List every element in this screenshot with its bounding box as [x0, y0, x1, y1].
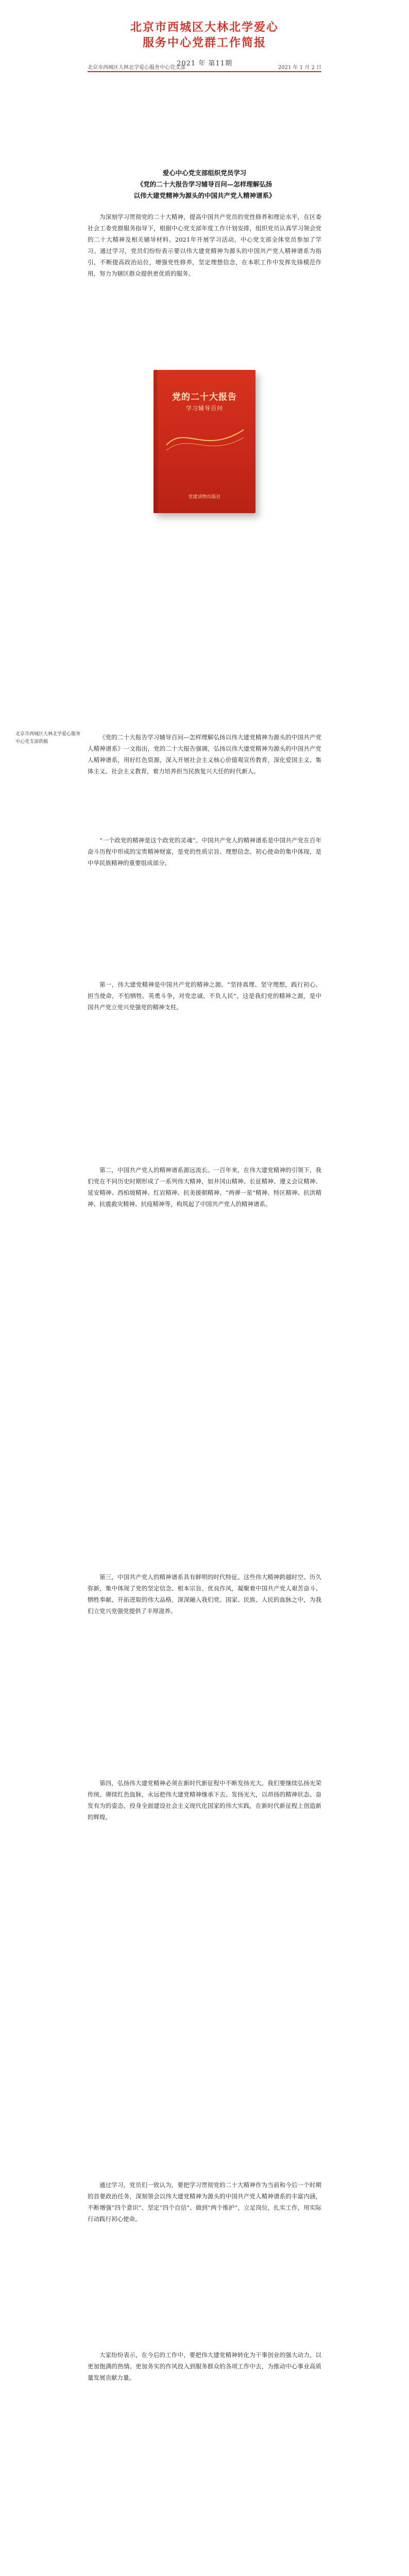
publisher-unit: 北京市西城区大林北学爱心服务中心党支部	[88, 65, 185, 71]
book-decoration-icon	[164, 419, 246, 455]
masthead	[0, 20, 409, 67]
body-paragraph-6: 第四，弘扬伟大建党精神必须在新时代新征程中不断发扬光大。我们要继续弘扬光荣传统、赓续红色血脉，永远把伟大建党精神继承下去、发扬光大，以昂扬的精神状态、奋发有为的姿态，投身全面建设社会主义现代化国家的伟大实践，在新时代新征程上创造新的辉煌。	[88, 1780, 321, 1821]
intro-paragraph: 为深刻学习贯彻党的二十大精神，提高中国共产党员的党性修养和理论水平，在区委社会工委党群服务指导下，根据中心党支部年度工作计划安排，组织党员认真学习领会党的二十大精神及相关辅导材料。2021年开展学习活动，中心党支部全体党员参加了学习。通过学习，党员们纷纷表示要以伟大建党精神为源头的中国共产党人精神谱系为指引，不断提高政治站位，增强党性修养，坚定理想信念，在本职工作中发挥先锋模范作用，努力为辖区群众提供更优质的服务。	[88, 213, 321, 277]
article-heading	[88, 167, 321, 201]
body-paragraph-7: 通过学习，党员们一致认为，要把学习贯彻党的二十大精神作为当前和今后一个时期的首要政治任务，深刻领会以伟大建党精神为源头的中国共产党人精神谱系的丰富内涵，不断增强“四个意识”、坚定“四个自信”、做到“两个维护”，立足岗位，扎实工作，用实际行动践行初心使命。	[88, 2181, 321, 2223]
heading-line-3: 以伟大建党精神为源头的中国共产党人精神谱系》	[133, 192, 276, 199]
masthead-red-rule	[88, 71, 321, 72]
body-paragraph-3: 第一，伟大建党精神是中国共产党的精神之源。“坚持真理、坚守理想，践行初心、担当使命，不怕牺牲、英勇斗争，对党忠诚、不负人民”，这是我们党的精神之源，是中国共产党立党兴党强党的精神支柱。	[88, 981, 321, 1011]
book-cover-image	[154, 370, 255, 513]
body-paragraph-2: “一个政党的精神是这个政党的灵魂”。中国共产党人的精神谱系是中国共产党在百年奋斗历程中形成的宝贵精神财富，是党的性质宗旨、理想信念、初心使命的集中体现，是中华民族精神的重要组成部分。	[88, 837, 321, 867]
side-note: 北京市西城区大林北学爱心服务中心党支部供稿	[15, 732, 81, 744]
body-paragraph-8: 大家纷纷表示，在今后的工作中，要把伟大建党精神转化为干事创业的强大动力，以更加饱满的热情、更加务实的作风投入到服务群众的各项工作中去，为推动中心事业高质量发展贡献力量。	[88, 2351, 321, 2381]
masthead-title-line1: 北京市西城区大林北学爱心	[130, 21, 279, 34]
body-paragraph-4: 第二，中国共产党人的精神谱系源远流长。一百年来，在伟大建党精神的引领下，我们党在不同历史时期形成了一系列伟大精神，如井冈山精神、长征精神、遵义会议精神、延安精神、西柏坡精神、红岩精神、抗美援朝精神、“两弹一星”精神、特区精神、抗洪精神、抗震救灾精神、抗疫精神等，构筑起了中国共产党人的精神谱系。	[88, 1166, 321, 1208]
issue-number: 2021 年 第11期	[177, 60, 232, 67]
publish-date: 2021 年 1 月 2 日	[278, 65, 321, 71]
body-paragraph-1: 《党的二十大报告学习辅导百问—怎样理解弘扬以伟大建党精神为源头的中国共产党人精神谱系》一文指出，党的二十大报告强调，弘扬以伟大建党精神为源头的中国共产党人精神谱系，用好红色资源，深入开展社会主义核心价值观宣传教育，深化爱国主义、集体主义、社会主义教育，着力培养担当民族复兴大任的时代新人。	[88, 734, 321, 775]
heading-line-2: 《党的二十大报告学习辅导百问—怎样理解弘扬	[137, 180, 272, 188]
book-subtitle: 学习辅导百问	[186, 405, 223, 412]
heading-line-1: 爱心中心党支部组织党员学习	[162, 169, 247, 177]
masthead-meta	[88, 63, 321, 71]
masthead-title-line2: 服务中心党群工作简报	[142, 36, 266, 49]
book-title: 党的二十大报告	[172, 392, 237, 402]
body-paragraph-5: 第三，中国共产党人的精神谱系具有鲜明的时代特征。这些伟大精神跨越时空、历久弥新，集中体现了党的坚定信念、根本宗旨、优良作风，凝聚着中国共产党人艰苦奋斗、牺牲奉献、开拓进取的伟大品格，深深融入我们党、国家、民族、人民的血脉之中，为我们立党兴党强党提供了丰厚滋养。	[88, 1573, 321, 1615]
book-publisher: 党建读物出版社	[188, 495, 221, 500]
